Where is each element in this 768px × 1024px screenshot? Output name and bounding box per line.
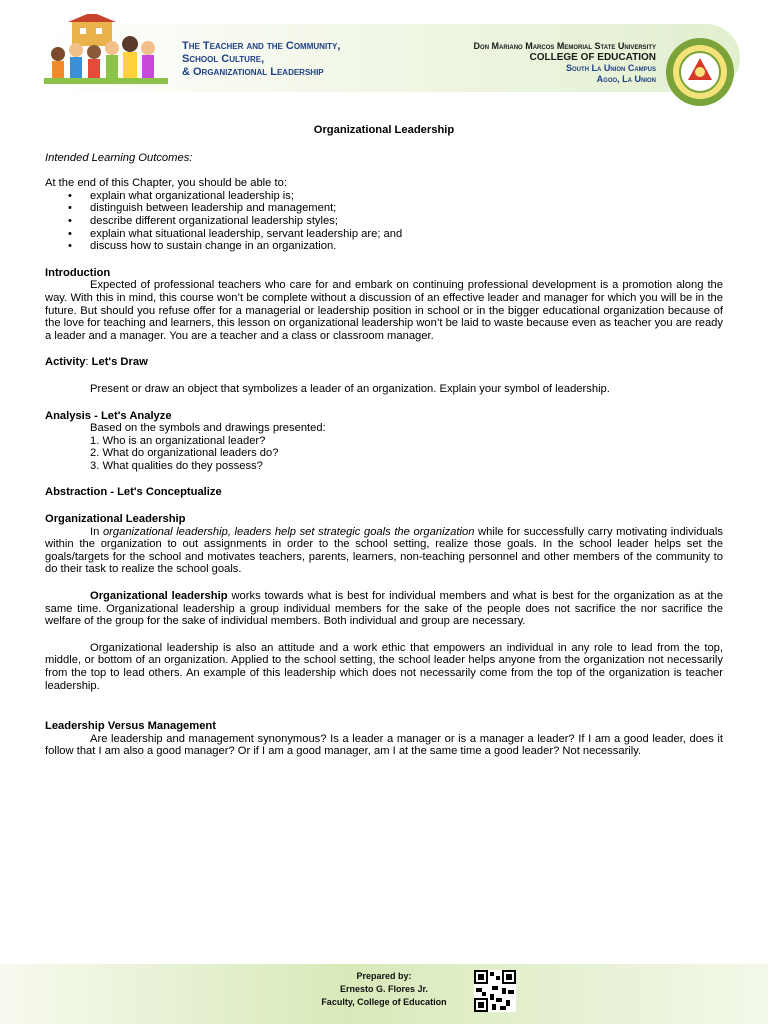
lvm-heading: Leadership Versus Management	[45, 720, 216, 733]
list-item: • distinguish between leadership and management;	[90, 202, 723, 215]
children-illustration	[44, 14, 174, 90]
qr-code-icon	[474, 970, 516, 1012]
activity-title: Let's Draw	[91, 356, 148, 369]
university-seal-icon	[664, 36, 736, 108]
campus-name: South La Union Campus	[566, 63, 656, 73]
ilo-intro: At the end of this Chapter, you should be able to:	[45, 177, 287, 190]
ilo-label: Intended Learning Outcomes:	[45, 151, 193, 164]
course-title-line: The Teacher and the Community,	[182, 40, 341, 52]
university-name: Don Mariano Marcos Memorial State University	[473, 41, 656, 51]
org-leadership-heading: Organizational Leadership	[45, 513, 186, 526]
org-paragraph-2: Organizational leadership works towards what is best for individual members and what is best for the organization as at the same time. Organizational leadership a group individual members for the sake of the people does not sacrifice the nor sacrifice the welfare of the group for the sake of individual members. Both individual and group are necessary.	[45, 590, 723, 628]
list-item: • discuss how to sustain change in an organization.	[90, 240, 723, 253]
activity-paragraph: Present or draw an object that symbolizes a leader of an organization. Explain your symbol of leadership.	[90, 382, 610, 395]
prepared-by-block	[0, 970, 768, 1009]
course-title-line: School Culture,	[182, 53, 265, 65]
org-paragraph-1: In organizational leadership, leaders help set strategic goals the organization while for successfully carry motivating individuals within the organization to out assignments in order to the school setting, realize those goals. In the school leader helps set the goals/targets for the school and motivates teachers, parents, learners, non-teaching personnel and other members of the community to do their task to realize the school goals.	[45, 525, 723, 576]
list-item: • explain what organizational leadership is;	[90, 190, 723, 203]
course-title	[182, 40, 412, 79]
university-block	[474, 41, 656, 85]
list-item: 3. What qualities do they possess?	[90, 459, 263, 472]
org-paragraph-3: Organizational leadership is also an attitude and a work ethic that empowers an individual in any role to lead from the top, middle, or bottom of an organization. Applied to the school setting, the school leader helps anyone from the organization not necessarily from the top to lead others. An example of this leadership which does not necessarily come from the top of the organization is teacher leadership.	[45, 641, 723, 692]
list-item: 1. Who is an organizational leader?	[90, 434, 266, 447]
document-body	[45, 118, 723, 758]
activity-label: Activity	[45, 356, 86, 369]
analysis-heading: Analysis - Let's Analyze	[45, 409, 172, 422]
author-position: Faculty, College of Education	[321, 997, 447, 1007]
page-title: Organizational Leadership	[313, 124, 455, 136]
list-item: • describe different organizational leadership styles;	[90, 215, 723, 228]
intro-paragraph: Expected of professional teachers who care for and embark on continuing professional development is a promotion along the way. With this in mind, this course won’t be complete without a discussion of an effective leader and manager for which you will be in the future. But should you refuse offer for a managerial or leadership position in school or in the bigger educational organization because of the love for teaching and learners, this lesson on organizational leadership won’t be laid to waste because even as teacher you are ready a leader and a manager. You are a teacher and a class or classroom manager.	[45, 279, 723, 342]
course-title-line: & Organizational Leadership	[182, 66, 324, 78]
college-name: COLLEGE OF EDUCATION	[529, 52, 656, 63]
list-item: • explain what situational leadership, servant leadership are; and	[90, 228, 723, 241]
page-header	[0, 0, 768, 100]
abstraction-heading: Abstraction - Let's Conceptualize	[45, 486, 222, 499]
activity-heading: Activity: Let's Draw	[45, 356, 148, 369]
list-item: 2. What do organizational leaders do?	[90, 447, 279, 460]
intro-heading: Introduction	[45, 266, 111, 279]
campus-location: Agoo, La Union	[596, 74, 656, 84]
org-paragraph-2-bold: Organizational leadership	[90, 590, 228, 603]
org-paragraph-1-emphasis: organizational leadership, leaders help set strategic goals the organization	[102, 525, 475, 538]
outcomes-list	[45, 190, 723, 253]
lvm-paragraph: Are leadership and management synonymous? Is a leader a manager or is a manager a leader? If I am a good leader, does it follow that I am also a good manager? Or if I am a good manager, am I at the same time a good leader? Not necessarily.	[45, 732, 723, 758]
analysis-intro: Based on the symbols and drawings presented:	[90, 422, 326, 435]
author-name: Ernesto G. Flores Jr.	[339, 984, 429, 994]
prepared-label: Prepared by:	[356, 971, 412, 981]
